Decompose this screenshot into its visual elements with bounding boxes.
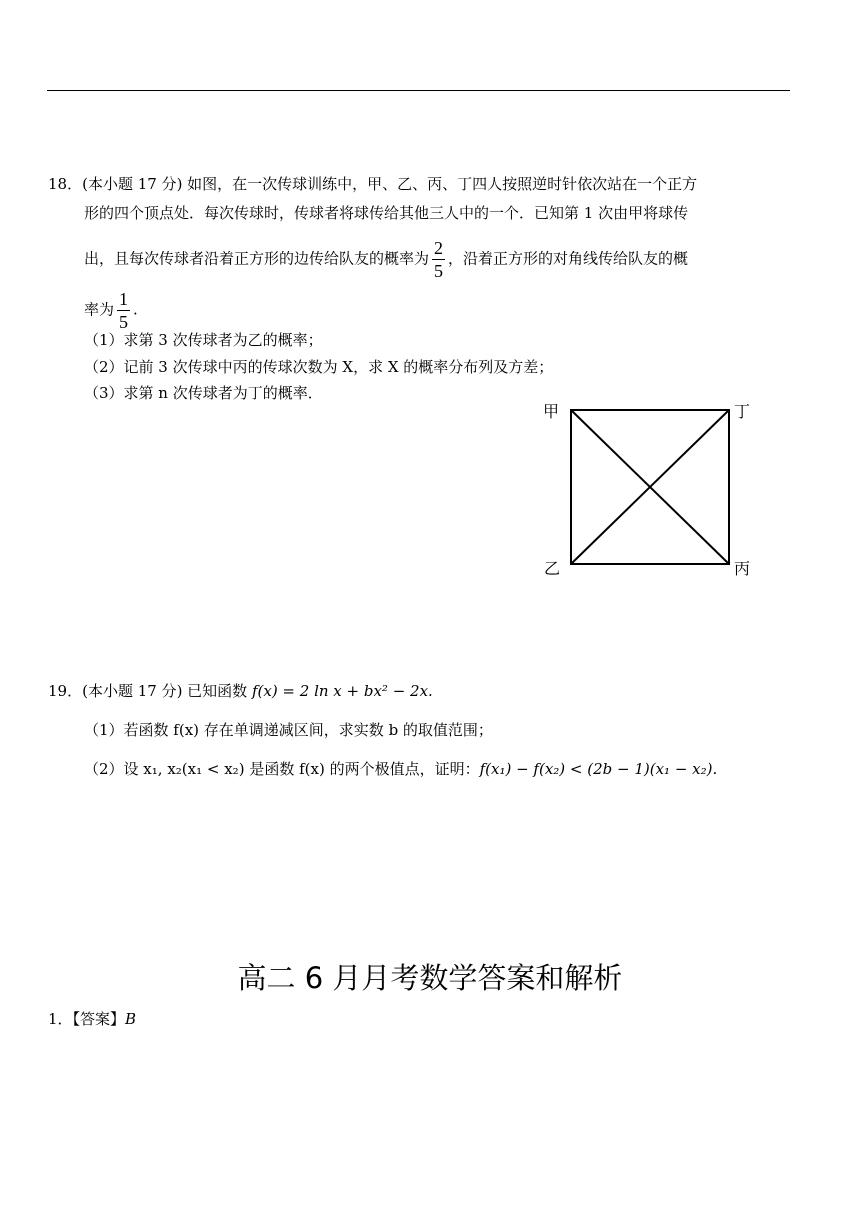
q18-sub-2: （2）记前 3 次传球中丙的传球次数为 X，求 X 的概率分布列及方差； [84,358,554,376]
answer-item-1-prefix: 1．【答案】 [48,1010,126,1028]
q18-line-3-text-a: 出，且每次传球者沿着正方形的边传给队友的概率为 [84,249,430,268]
square-diagram [538,395,758,585]
vertex-label-yi: 乙 [544,559,561,578]
header-rule [47,90,790,91]
q19-function-definition: f(x) = 2 ln x + bx² − 2x. [251,682,433,700]
fraction-two-fifths [432,237,445,282]
answer-item-1-value: B [125,1010,137,1028]
q19-line-1 [48,681,433,701]
fraction-numerator: 1 [119,289,129,309]
q18-line-3 [84,237,688,282]
vertex-label-bing: 丙 [734,559,751,578]
q19-line-1-text: 19．(本小题 17 分) 已知函数 [48,682,252,700]
q18-line-4-text-b: . [133,300,138,319]
fraction-one-fifth [117,288,130,333]
q19-sub-2 [84,759,717,779]
q18-sub-3: （3）求第 n 次传球者为丁的概率． [84,384,323,402]
q18-line-3-text-b: ，沿着正方形的对角线传给队友的概 [448,249,689,268]
vertex-label-jia: 甲 [543,402,560,421]
q19-sub-2-text: （2）设 x₁, x₂(x₁ < x₂) 是函数 f(x) 的两个极值点，证明： [84,760,480,778]
q18-line-4 [84,288,138,333]
answers-title: 高二 6 月月考数学答案和解析 [237,961,623,995]
q18-line-2: 形的四个顶点处．每次传球时，传球者将球传给其他三人中的一个．已知第 1 次由甲将球传 [84,204,689,222]
fraction-numerator: 2 [434,238,444,258]
q18-sub-1: （1）求第 3 次传球者为乙的概率； [84,331,323,349]
answer-item-1 [48,1009,136,1029]
q18-line-1: 18．(本小题 17 分) 如图，在一次传球训练中，甲、乙、丙、丁四人按照逆时针依次站在一个正方 [48,175,698,193]
fraction-denominator: 5 [119,312,129,332]
q18-line-4-text-a: 率为 [84,300,115,319]
q19-sub-1: （1）若函数 f(x) 存在单调递减区间，求实数 b 的取值范围； [84,721,493,739]
vertex-label-ding: 丁 [734,402,751,421]
q19-inequality: f(x₁) − f(x₂) < (2b − 1)(x₁ − x₂). [479,760,718,778]
fraction-denominator: 5 [434,261,444,281]
